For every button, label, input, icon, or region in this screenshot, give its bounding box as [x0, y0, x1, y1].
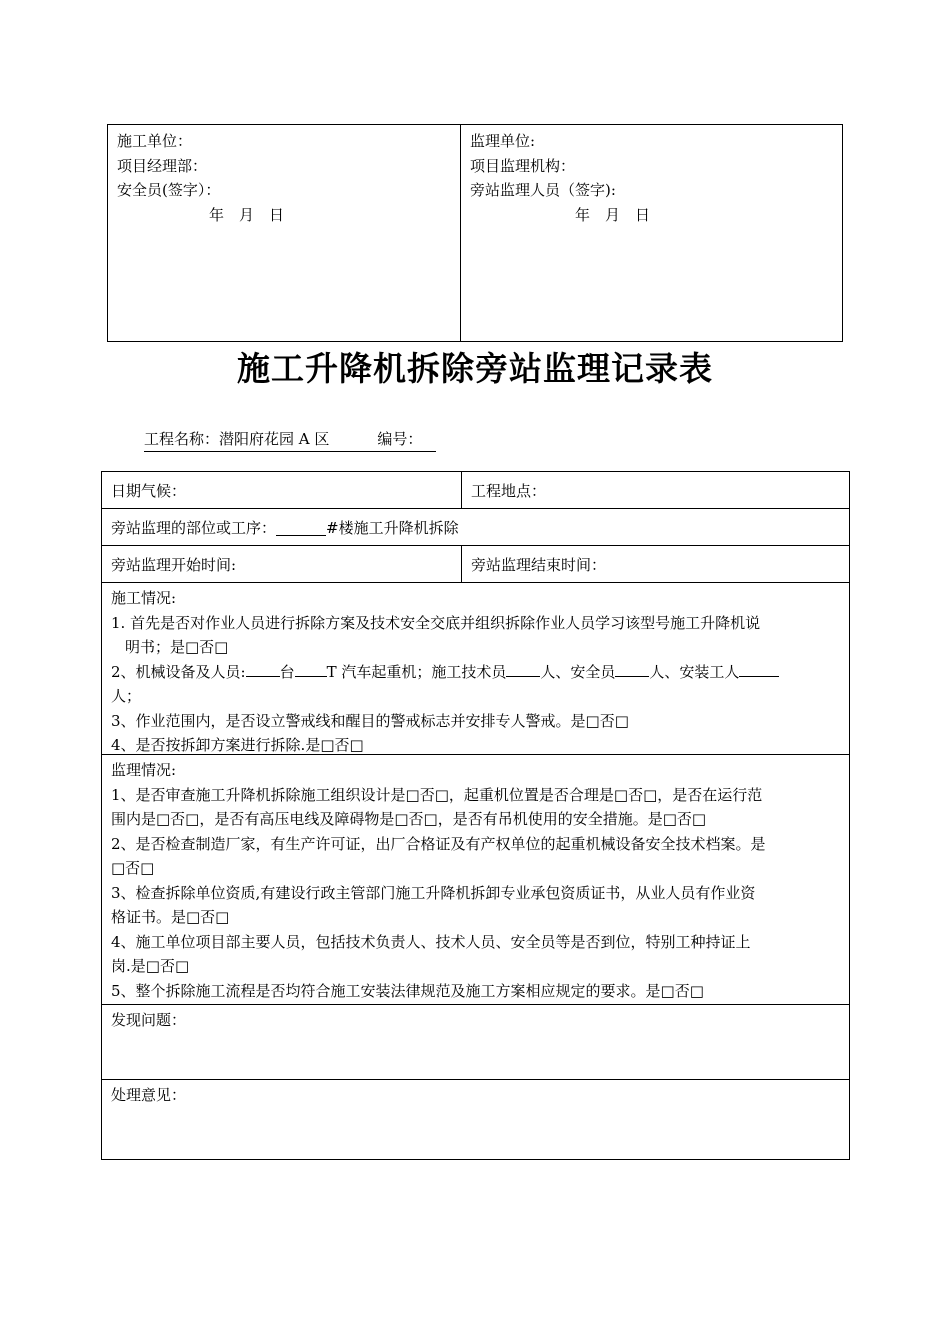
- project-info-line: [144, 428, 436, 452]
- supervision-item-1: 1、是否审查施工升降机拆除施工组织设计是□否□，起重机位置是否合理是□否□，是否在运行范: [111, 785, 763, 804]
- installer-count-blank: [739, 661, 779, 677]
- construction-item-1: 1. 首先是否对作业人员进行拆除方案及技术安全交底并组织拆除作业人员学习该型号施工升降机说: [111, 613, 761, 632]
- construction-item-2-cont: 人；: [111, 687, 142, 705]
- construction-item-1-cont: 明书；是□否□: [125, 638, 229, 656]
- contractor-unit-label: 施工单位：: [117, 132, 193, 150]
- equipment-label: 2、机械设备及人员:: [111, 662, 246, 681]
- row-times: [102, 546, 849, 583]
- construction-item-4: 4、是否按拆卸方案进行拆除.是□否□: [111, 736, 364, 754]
- problems-label: 发现问题：: [111, 1011, 187, 1029]
- crane-count-blank: [246, 661, 280, 677]
- supervision-item-2: 2、是否检查制造厂家，有生产许可证，出厂合格证及有产权单位的起重机械设备安全技术档案。是: [111, 834, 766, 853]
- construction-item-3: 3、作业范围内，是否设立警戒线和醒目的警戒标志并安排专人警戒。是□否□: [111, 711, 629, 730]
- construction-section: [102, 583, 849, 755]
- row-part: [102, 509, 849, 546]
- supervision-item-3-cont: 格证书。是□否□: [111, 908, 230, 926]
- technician-label: T 汽车起重机；施工技术员: [326, 662, 507, 681]
- supervisor-signature-label: 旁站监理人员（签字):: [470, 181, 616, 199]
- opinion-section: [102, 1080, 849, 1159]
- part-label: 旁站监理的部位或工序：: [111, 519, 277, 537]
- supervision-item-1-cont: 围内是□否□，是否有高压电线及障碍物是□否□，是否有吊机使用的安全措施。是□否□: [111, 810, 707, 828]
- project-manager-dept-label: 项目经理部：: [117, 156, 208, 175]
- end-time-cell: [462, 546, 849, 582]
- supervision-item-4-cont: 岗.是□否□: [111, 957, 190, 975]
- start-time-label: 旁站监理开始时间:: [111, 555, 237, 574]
- part-value: #楼施工升降机拆除: [326, 519, 459, 537]
- supervision-item-3: 3、检查拆除单位资质,有建设行政主管部门施工升降机拆卸专业承包资质证书，从业人员有作业资: [111, 883, 756, 902]
- supervision-item-5: 5、整个拆除施工流程是否均符合施工安装法律规范及施工方案相应规定的要求。是□否□: [111, 981, 704, 1000]
- part-blank: [276, 520, 326, 536]
- contractor-date-label: 年 月 日: [209, 205, 285, 224]
- page-title: 施工升降机拆除旁站监理记录表: [237, 349, 713, 388]
- record-form-table: [101, 471, 850, 1160]
- signature-table: [107, 124, 843, 342]
- supervision-org-label: 项目监理机构：: [470, 156, 576, 175]
- supervision-item-2-cont: □否□: [111, 859, 155, 877]
- location-cell: [462, 472, 849, 508]
- part-cell: [102, 509, 849, 546]
- safety-officer-label: 人、安全员: [540, 662, 616, 681]
- end-time-label: 旁站监理结束时间：: [471, 555, 607, 574]
- supervision-section: [102, 755, 849, 1005]
- technician-count-blank: [506, 661, 540, 677]
- location-label: 工程地点：: [471, 481, 547, 500]
- safety-officer-signature-label: 安全员(签字）：: [117, 181, 221, 199]
- contractor-signature-cell: [108, 125, 461, 341]
- date-weather-label: 日期气候：: [111, 481, 187, 500]
- supervision-unit-label: 监理单位:: [470, 132, 536, 150]
- row-date-location: [102, 472, 849, 509]
- project-name-label: 工程名称：潜阳府花园 A 区: [144, 430, 330, 448]
- supervisor-date-label: 年 月 日: [575, 205, 651, 224]
- construction-item-2: [111, 660, 840, 685]
- safety-officer-count-blank: [615, 661, 649, 677]
- supervision-heading: 监理情况:: [111, 761, 177, 779]
- crane-tonnage-blank: [295, 661, 327, 677]
- start-time-cell: [102, 546, 462, 582]
- unit-tai-label: 台: [279, 662, 295, 681]
- supervisor-signature-cell: [461, 125, 842, 341]
- problems-section: [102, 1005, 849, 1080]
- opinion-label: 处理意见：: [111, 1086, 187, 1104]
- construction-heading: 施工情况:: [111, 589, 177, 607]
- project-number-label: 编号：: [377, 430, 423, 448]
- installer-label: 人、安装工人: [649, 662, 740, 681]
- date-weather-cell: [102, 472, 462, 508]
- supervision-item-4: 4、施工单位项目部主要人员，包括技术负责人、技术人员、安全员等是否到位，特别工种持证上: [111, 932, 751, 951]
